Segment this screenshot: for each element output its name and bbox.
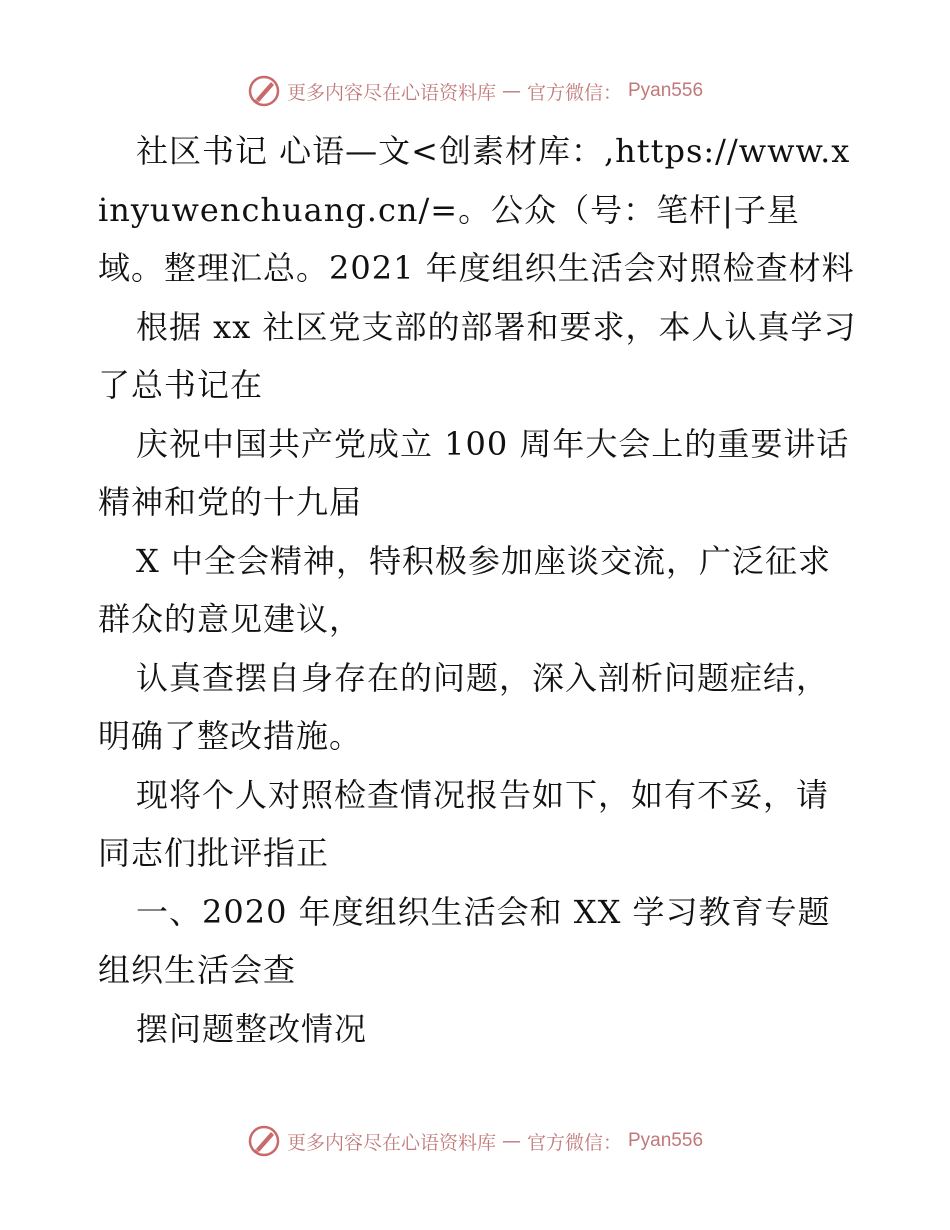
watermark-text: 更多内容尽在心语资料库	[286, 1131, 496, 1154]
paragraph: 根据 xx 社区党支部的部署和要求，本人认真学习了总书记在	[98, 307, 857, 404]
pen-quill-logo-icon	[247, 74, 281, 108]
watermark-wechat: Pyan556	[628, 1130, 704, 1151]
paragraph: 庆祝中国共产党成立 100 周年大会上的重要讲话精神和党的十九届	[98, 424, 850, 521]
watermark-dash: —	[501, 1130, 521, 1152]
paragraph: 现将个人对照检查情况报告如下，如有不妥，请同志们批评指正	[98, 775, 830, 872]
paragraph: 认真查摆自身存在的问题，深入剖析问题症结，明确了整改措施。	[98, 658, 830, 755]
paragraph-title: 社区书记 心语—文<创素材库：,https://www.xinyuwenchuang.cn/=。公众（号：笔杆|子星域。整理汇总。2021 年度组织生活会对照检查材料	[98, 132, 855, 287]
section-heading: 一、2020 年度组织生活会和 XX 学习教育专题组织生活会查	[98, 892, 831, 989]
pen-quill-logo-icon	[247, 1124, 281, 1158]
footer-watermark	[0, 1124, 950, 1158]
header-watermark	[0, 74, 950, 108]
watermark-dash: —	[501, 80, 521, 102]
paragraph: 摆问题整改情况	[136, 1009, 368, 1048]
watermark-suffix: 官方微信：	[526, 1131, 622, 1154]
document-body	[98, 122, 858, 1058]
watermark-suffix: 官方微信：	[526, 81, 622, 104]
paragraph: X 中全会精神，特积极参加座谈交流，广泛征求群众的意见建议，	[98, 541, 831, 638]
watermark-wechat: Pyan556	[628, 80, 704, 101]
watermark-text: 更多内容尽在心语资料库	[286, 81, 496, 104]
